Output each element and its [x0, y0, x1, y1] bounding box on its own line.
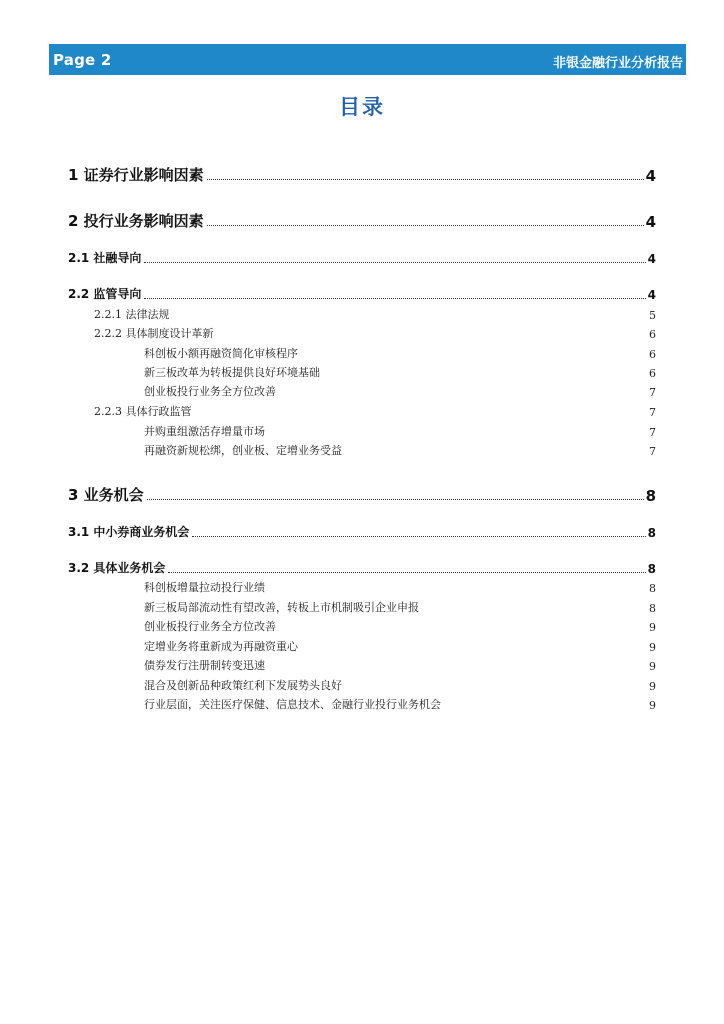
- toc-entry-label: 并购重组激活存增量市场: [144, 425, 265, 438]
- toc-entry-page: 4: [647, 288, 656, 302]
- toc-subentry[interactable]: [144, 580, 656, 595]
- toc-entry-label: 2.2 监管导向: [68, 287, 142, 301]
- dot-leader: [168, 571, 645, 573]
- toc-subentry[interactable]: [144, 384, 656, 399]
- toc-entry-page: 6: [649, 367, 656, 380]
- dot-leader: [207, 224, 644, 226]
- toc-subentry[interactable]: [144, 619, 656, 634]
- toc-entry-page: 4: [645, 213, 656, 231]
- toc-entry-page: 8: [649, 602, 656, 615]
- toc-entry-2-1[interactable]: [68, 250, 656, 266]
- toc-entry-page: 7: [649, 426, 656, 439]
- toc-entry-label: 科创板小额再融资简化审核程序: [144, 347, 298, 360]
- toc-entry-label: 2.2.2 具体制度设计革新: [94, 327, 214, 340]
- toc-entry-2-2-3[interactable]: [94, 404, 656, 419]
- toc-entry-label: 混合及创新品种政策红利下发展势头良好: [144, 679, 342, 692]
- toc-entry-label: 新三板改革为转板提供良好环境基础: [144, 366, 320, 379]
- toc-heading: 目录: [339, 94, 385, 119]
- toc-entry-page: 7: [649, 386, 656, 399]
- toc-entry-label: 科创板增量拉动投行业绩: [144, 581, 265, 594]
- dot-leader: [192, 535, 645, 537]
- toc-entry-label: 2 投行业务影响因素: [68, 212, 204, 230]
- toc-entry-label: 1 证券行业影响因素: [68, 166, 204, 184]
- dot-leader: [144, 261, 645, 263]
- toc-entry-page: 9: [649, 699, 656, 712]
- toc-entry-page: 4: [645, 167, 656, 185]
- toc-entry-label: 债券发行注册制转变迅速: [144, 659, 265, 672]
- toc-entry-label: 定增业务将重新成为再融资重心: [144, 640, 298, 653]
- toc-entry-page: 5: [649, 309, 656, 322]
- toc-subentry[interactable]: [144, 600, 656, 615]
- toc-entry-3[interactable]: [68, 485, 656, 505]
- toc-subentry[interactable]: [144, 443, 656, 458]
- toc-entry-label: 3.2 具体业务机会: [68, 561, 166, 575]
- toc-entry-page: 8: [647, 526, 656, 540]
- toc-entry-page: 7: [649, 445, 656, 458]
- report-title: 非银金融行业分析报告: [552, 56, 683, 71]
- toc-subentry[interactable]: [144, 697, 656, 712]
- toc-entry-label: 再融资新规松绑，创业板、定增业务受益: [144, 444, 342, 457]
- toc-subentry[interactable]: [144, 365, 656, 380]
- toc-entry-page: 9: [649, 621, 656, 634]
- dot-leader: [147, 498, 644, 500]
- toc-subentry[interactable]: [144, 424, 656, 439]
- toc-entry-2-2-2[interactable]: [94, 326, 656, 341]
- toc-entry-label: 3 业务机会: [68, 486, 144, 504]
- toc-entry-page: 6: [649, 328, 656, 341]
- toc-entry-label: 创业板投行业务全方位改善: [144, 385, 276, 398]
- toc-entry-label: 2.1 社融导向: [68, 251, 142, 265]
- dot-leader: [144, 297, 645, 299]
- toc-entry-page: 9: [649, 660, 656, 673]
- toc-subentry[interactable]: [144, 639, 656, 654]
- toc-entry-label: 2.2.1 法律法规: [94, 308, 170, 321]
- page-number-label: Page 2: [53, 51, 112, 69]
- dot-leader: [207, 178, 644, 180]
- toc-entry-3-1[interactable]: [68, 524, 656, 540]
- toc-entry-label: 新三板局部流动性有望改善，转板上市机制吸引企业申报: [144, 601, 419, 614]
- toc-entry-3-2[interactable]: [68, 560, 656, 576]
- toc-entry-page: 6: [649, 348, 656, 361]
- toc-entry-label: 3.1 中小券商业务机会: [68, 525, 190, 539]
- header-bar: [49, 44, 686, 75]
- toc-entry-1[interactable]: [68, 165, 656, 185]
- toc-subentry[interactable]: [144, 346, 656, 361]
- toc-entry-page: 9: [649, 641, 656, 654]
- toc-entry-label: 行业层面，关注医疗保健、信息技术、金融行业投行业务机会: [144, 698, 441, 711]
- toc-subentry[interactable]: [144, 678, 656, 693]
- toc-entry-page: 7: [649, 406, 656, 419]
- toc-entry-page: 4: [647, 252, 656, 266]
- toc-subentry[interactable]: [144, 658, 656, 673]
- toc-entry-page: 8: [647, 562, 656, 576]
- toc-entry-label: 创业板投行业务全方位改善: [144, 620, 276, 633]
- toc-entry-page: 9: [649, 680, 656, 693]
- toc-entry-2-2-1[interactable]: [94, 307, 656, 322]
- toc-entry-2[interactable]: [68, 211, 656, 231]
- toc-entry-page: 8: [649, 582, 656, 595]
- toc-entry-2-2[interactable]: [68, 286, 656, 302]
- toc-entry-label: 2.2.3 具体行政监管: [94, 405, 192, 418]
- toc-entry-page: 8: [645, 487, 656, 505]
